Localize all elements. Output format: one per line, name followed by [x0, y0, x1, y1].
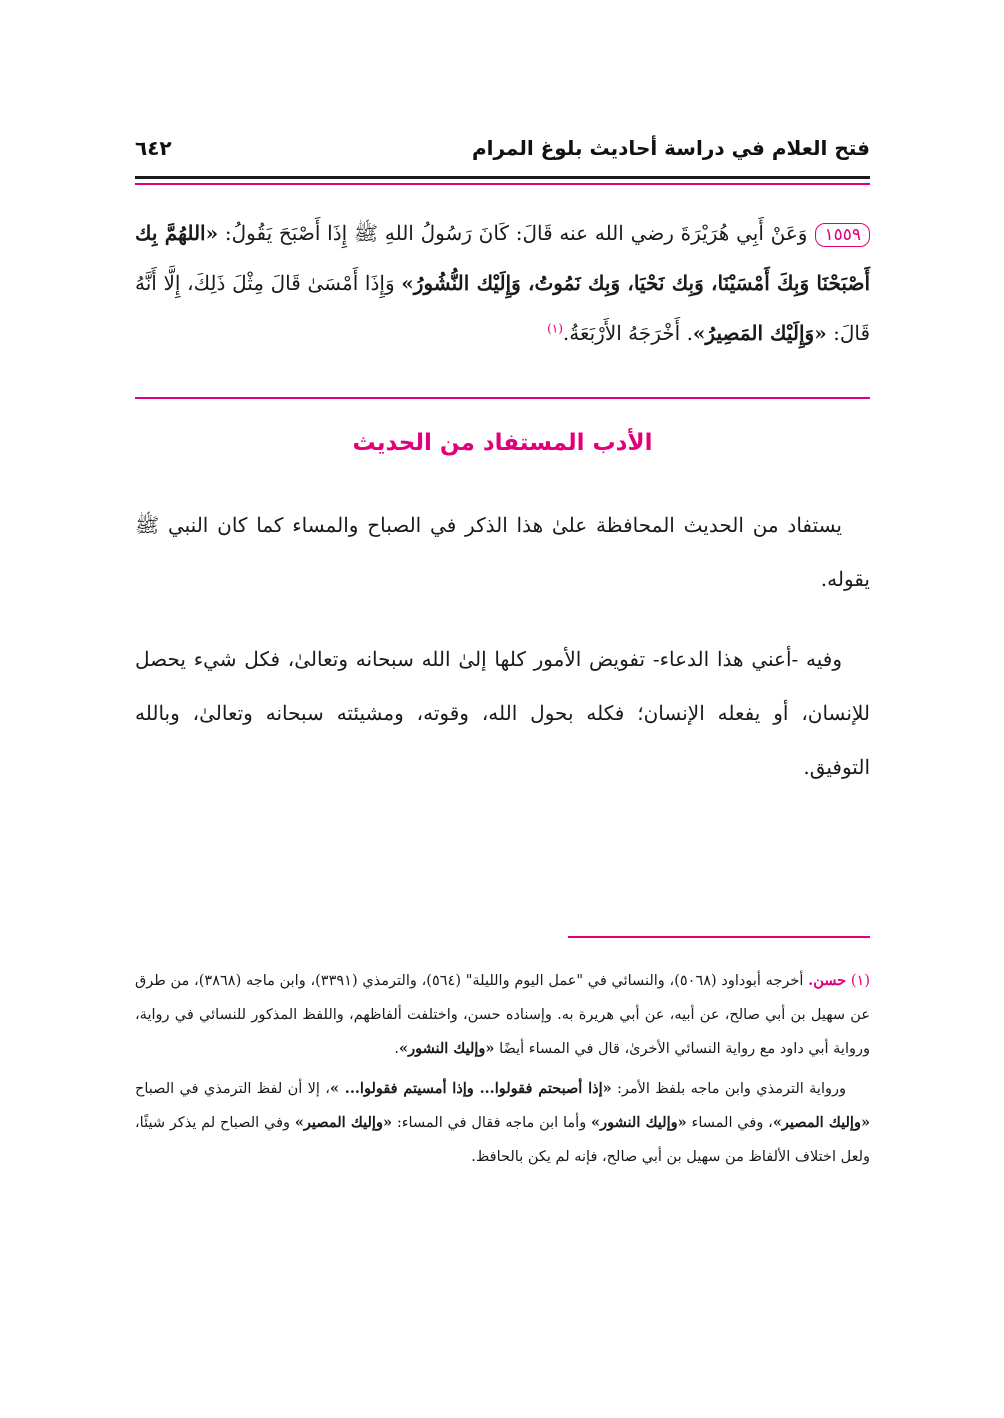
hadith-divider: [135, 397, 870, 399]
hadith-intro: وَعَنْ أَبِي هُرَيْرَةَ رضي الله عنه قَالَ: كَانَ رَسُولُ اللهِ ﷺ إِذَا أَصْبَحَ يَقُولُ:: [218, 221, 808, 245]
page-number: ٦٤٢: [135, 136, 172, 160]
hadith-middle: وَإِذَا أَمْسَىٰ قَالَ مِثْلَ ذَلِكَ، إِلَّا أَنَّهُ قَالَ:: [135, 271, 870, 345]
hadith-number: ١٥٥٩: [815, 223, 870, 247]
running-header: [135, 132, 870, 172]
hadith-text: [135, 208, 870, 358]
footnote-quote-2: «إذا أصبحتم فقولوا... وإذا أمسيتم فقولوا... »: [329, 1080, 612, 1097]
footnote-end: .: [394, 1041, 400, 1057]
hadith-quote-morning: «اللهُمَّ بِك أَصْبَحْنَا وَبِكَ أَمْسَيْنَا، وَبِك نَحْيَا، وَبِك نَمُوتُ، وَإِلَيْك النُّشُورُ»: [135, 221, 870, 295]
footnote-text-6: وفي الصباح لم يذكر شيئًا، ولعل اختلاف الألفاظ من سهيل بن أبي صالح، فإنه لم يكن بالحافظ.: [135, 1115, 870, 1165]
hadith-quote-evening: «وَإِلَيْك المَصِيرُ»: [692, 321, 827, 345]
footnote-quote-4: «وإليك النشور»: [591, 1114, 687, 1131]
footnote-1-continued: [135, 1072, 870, 1174]
paragraph-1: يستفاد من الحديث المحافظة علىٰ هذا الذكر في الصباح والمساء كما كان النبي ﷺ يقوله.: [135, 513, 870, 591]
hadith-source: . أَخْرَجَهُ الأَرْبَعَةُ.: [562, 321, 693, 345]
footnote-quote: «وإليك النشور»: [399, 1040, 495, 1057]
footnote-quote-5: «وإليك المصير»: [294, 1114, 393, 1131]
section-heading: الأدب المستفاد من الحديث: [352, 430, 653, 456]
footnotes: [135, 964, 870, 1174]
paragraph-2: وفيه -أعني هذا الدعاء- تفويض الأمور كلها إلىٰ الله سبحانه وتعالىٰ، فكل شيء يحصل للإنسان، أو يفعله الإنسان؛ فكله بحول الله، وقوته، ومشيئته سبحانه وتعالىٰ، وبالله التوفيق.: [135, 647, 870, 779]
footnote-text-4: ، وفي المساء: [686, 1115, 773, 1131]
header-accent-rule: [135, 183, 870, 185]
footnote-text-5: وأما ابن ماجه فقال في المساء:: [392, 1115, 592, 1131]
footnote-grade: حسن.: [808, 972, 847, 989]
footnote-quote-3: «وإليك المصير»: [772, 1114, 871, 1131]
footnote-text: أخرجه أبوداود (٥٠٦٨)، والنسائي في "عمل اليوم والليلة" (٥٦٤)، والترمذي (٣٣٩١)، وابن ماجه (٣٨٦٨)، من طرق عن سهيل بن أبي صالح، عن أبيه، عن أبي هريرة به. وإسناده حسن، واختلفت ألفاظهم، واللفظ المذكور للنسائي في رواية، ورواية أبي داود مع رواية النسائي الأخرىٰ، قال في المساء أيضًا: [135, 973, 870, 1057]
footnote-marker: (١): [850, 973, 871, 989]
footnote-1: [135, 964, 870, 1066]
footnote-text-3: ، إلا أن لفظ الترمذي في الصباح: [135, 1081, 330, 1097]
footnote-separator: [568, 936, 870, 938]
book-title: فتح العلام في دراسة أحاديث بلوغ المرام: [471, 136, 870, 160]
footnote-text-2: ورواية الترمذي وابن ماجه بلفظ الأمر:: [611, 1081, 846, 1097]
header-rule: [135, 176, 870, 179]
footnote-reference: (١): [547, 321, 563, 336]
